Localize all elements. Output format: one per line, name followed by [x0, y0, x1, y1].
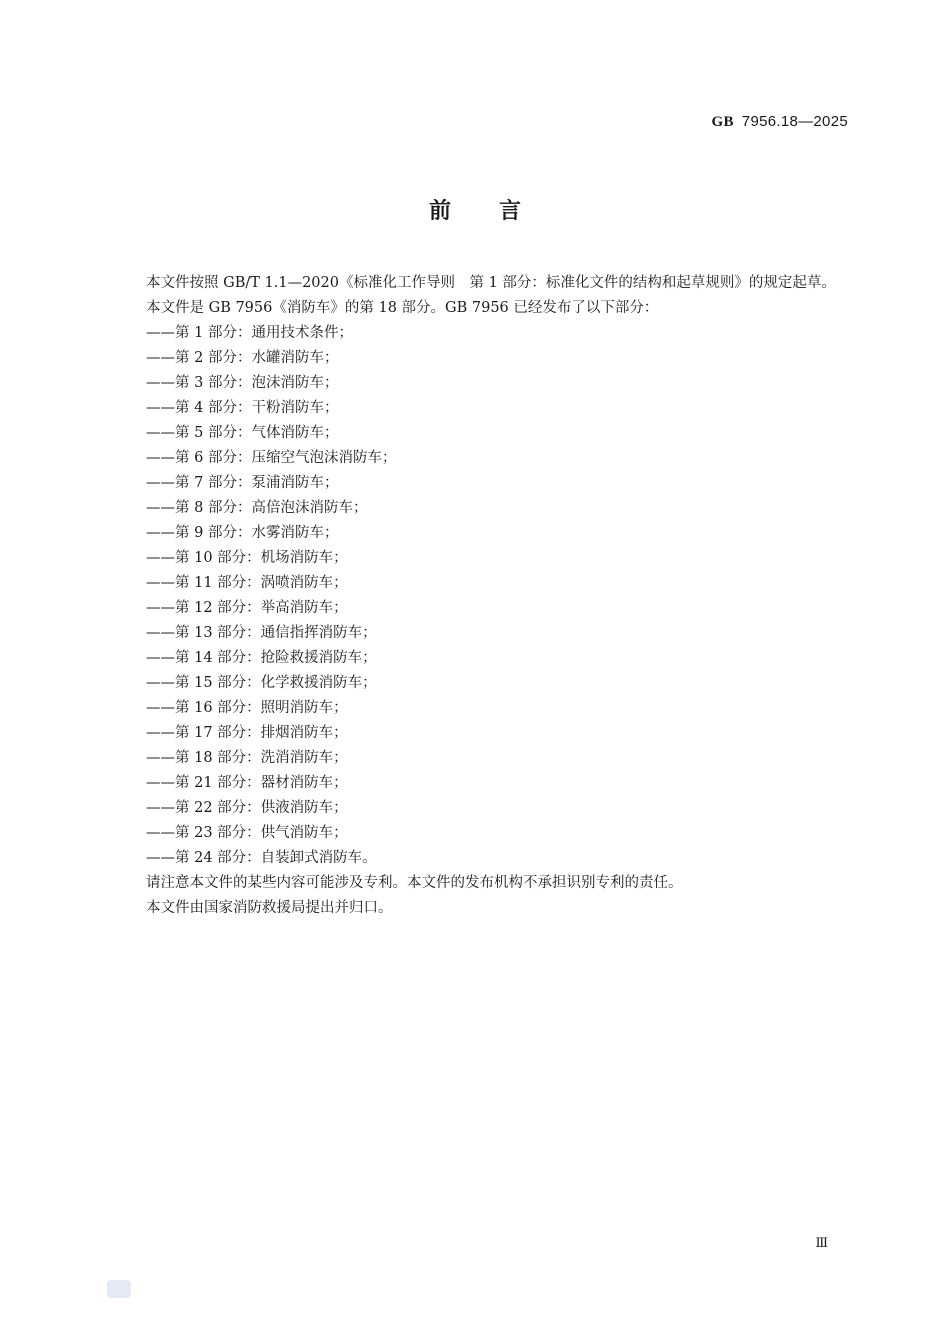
- list-item: ——第 16 部分：照明消防车；: [146, 700, 348, 716]
- list-item: ——第 8 部分：高倍泡沫消防车；: [146, 500, 368, 516]
- list-item: ——第 7 部分：泵浦消防车；: [146, 475, 339, 491]
- standard-number: 7956.18—2025: [741, 113, 848, 130]
- foreword-body: [113, 271, 851, 921]
- list-item: ——第 18 部分：洗消消防车；: [146, 750, 348, 766]
- title-char-2: 言: [499, 199, 522, 224]
- list-item: ——第 24 部分：自装卸式消防车。: [146, 850, 377, 866]
- list-item: ——第 5 部分：气体消防车；: [146, 425, 339, 441]
- list-item: ——第 4 部分：干粉消防车；: [146, 400, 339, 416]
- watermark-seal-icon: [106, 1279, 132, 1299]
- list-item: ——第 12 部分：举高消防车；: [146, 600, 348, 616]
- list-item: ——第 2 部分：水罐消防车；: [146, 350, 339, 366]
- page-number: Ⅲ: [815, 1236, 828, 1251]
- list-item: ——第 14 部分：抢险救援消防车；: [146, 650, 377, 666]
- page-title: [0, 194, 950, 225]
- list-item: ——第 23 部分：供气消防车；: [146, 825, 348, 841]
- paragraph-series-intro: 本文件是 GB 7956《消防车》的第 18 部分。GB 7956 已经发布了以下部分：: [146, 300, 659, 316]
- list-item: ——第 1 部分：通用技术条件；: [146, 325, 353, 341]
- list-item: ——第 17 部分：排烟消防车；: [146, 725, 348, 741]
- list-item: ——第 15 部分：化学救援消防车；: [146, 675, 377, 691]
- paragraph-patent-notice: 请注意本文件的某些内容可能涉及专利。本文件的发布机构不承担识别专利的责任。: [146, 875, 683, 891]
- list-item: ——第 3 部分：泡沫消防车；: [146, 375, 339, 391]
- standard-prefix: GB: [711, 114, 734, 130]
- title-char-1: 前: [428, 199, 451, 224]
- list-item: ——第 10 部分：机场消防车；: [146, 550, 348, 566]
- list-item: ——第 9 部分：水雾消防车；: [146, 525, 339, 541]
- list-item: ——第 13 部分：通信指挥消防车；: [146, 625, 377, 641]
- standard-code: [712, 112, 848, 131]
- list-item: ——第 22 部分：供液消防车；: [146, 800, 348, 816]
- list-item: ——第 6 部分：压缩空气泡沫消防车；: [146, 450, 397, 466]
- paragraph-proposer: 本文件由国家消防救援局提出并归口。: [146, 900, 393, 916]
- list-item: ——第 11 部分：涡喷消防车；: [146, 575, 348, 591]
- paragraph-drafting-rules: 本文件按照 GB/T 1.1—2020《标准化工作导则 第 1 部分：标准化文件的结构和起草规则》的规定起草。: [146, 275, 836, 291]
- parts-list: [113, 321, 851, 871]
- list-item: ——第 21 部分：器材消防车；: [146, 775, 348, 791]
